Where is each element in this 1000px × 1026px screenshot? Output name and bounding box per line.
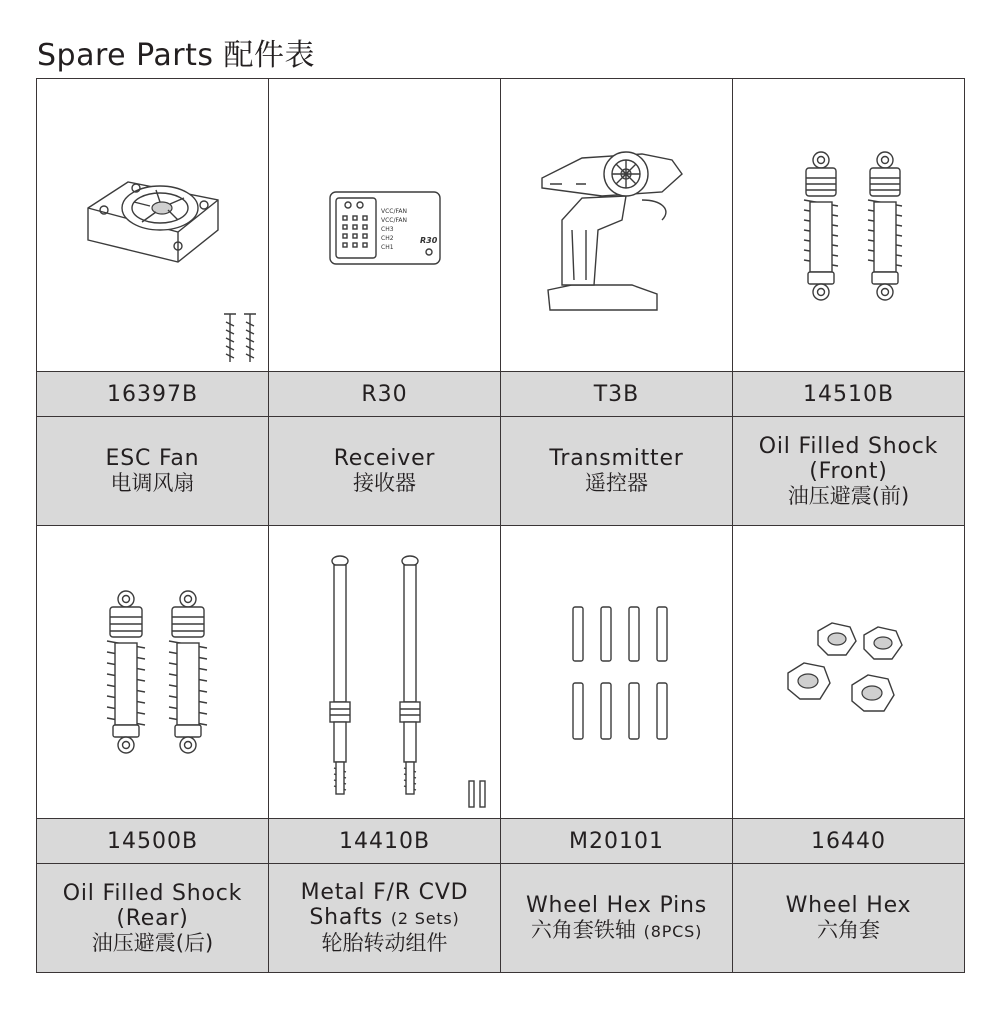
part-name-en-2: Shafts (309, 905, 384, 930)
part-name-en-sub (269, 905, 500, 931)
part-name-cn: 接收器 (353, 471, 416, 495)
receiver-image (269, 79, 501, 372)
part-name-en: Wheel Hex Pins (525, 892, 708, 918)
rear-shock-image (37, 526, 269, 819)
shock-icon (804, 152, 838, 300)
part-name (733, 864, 965, 973)
spare-parts-table (36, 78, 965, 973)
part-name-cn: 六角套 (817, 918, 880, 942)
page-title: Spare Parts 配件表 (37, 38, 316, 73)
screw-icon (224, 314, 256, 362)
part-name-en-sub: (Rear) (116, 905, 189, 931)
part-name (37, 417, 269, 526)
pin-icon (573, 607, 667, 739)
part-name-en: Oil Filled Shock (62, 880, 243, 906)
part-qty-note: (8PCS) (643, 921, 703, 941)
part-name-en: Oil Filled Shock (758, 433, 939, 459)
part-name-en-sub: (Front) (809, 458, 888, 484)
part-name-cn: 油压避震(前) (787, 483, 910, 508)
part-name-cn: 六角套铁轴 (530, 917, 636, 942)
svg-text:CH3: CH3 (380, 226, 394, 233)
part-name-cn: 轮胎转动组件 (321, 931, 448, 955)
part-name-en: Transmitter (549, 446, 684, 471)
part-name-cn: 电调风扇 (110, 471, 195, 495)
front-shock-image (733, 79, 965, 372)
hex-pins-image (501, 526, 733, 819)
shock-icon (107, 591, 145, 753)
part-name-cn: 油压避震(后) (91, 930, 214, 955)
part-code: 14510B (733, 372, 965, 417)
shaft-icon (330, 556, 350, 794)
svg-text:CH2: CH2 (380, 235, 394, 242)
svg-text:VCC/FAN: VCC/FAN (380, 208, 407, 215)
part-name-en: Metal F/R CVD (300, 880, 469, 905)
svg-text:VCC/FAN: VCC/FAN (380, 217, 407, 224)
part-name-en: Receiver (333, 446, 436, 471)
part-code: M20101 (501, 819, 733, 864)
shock-icon (169, 591, 207, 753)
part-code: 16440 (733, 819, 965, 864)
shaft-icon (400, 556, 420, 794)
part-code: 16397B (37, 372, 269, 417)
part-name (501, 864, 733, 973)
svg-text:CH1: CH1 (380, 244, 394, 251)
part-code: 14500B (37, 819, 269, 864)
part-name-en: Wheel Hex (785, 893, 912, 918)
part-code: 14410B (269, 819, 501, 864)
cvd-shafts-image (269, 526, 501, 819)
part-name (269, 864, 501, 973)
part-name-en: ESC Fan (105, 446, 200, 471)
part-qty-note: (2 Sets) (390, 909, 460, 928)
part-code: R30 (269, 372, 501, 417)
wheel-hex-image (733, 526, 965, 819)
part-name (37, 864, 269, 973)
part-name (501, 417, 733, 526)
shock-icon (868, 152, 902, 300)
hex-icon (788, 623, 902, 711)
part-name-cn-line (501, 918, 732, 944)
esc-fan-image (37, 79, 269, 372)
svg-text:R30: R30 (419, 236, 437, 245)
part-name (733, 417, 965, 526)
part-name (269, 417, 501, 526)
transmitter-image (501, 79, 733, 372)
part-code: T3B (501, 372, 733, 417)
part-name-cn: 遥控器 (585, 471, 648, 495)
